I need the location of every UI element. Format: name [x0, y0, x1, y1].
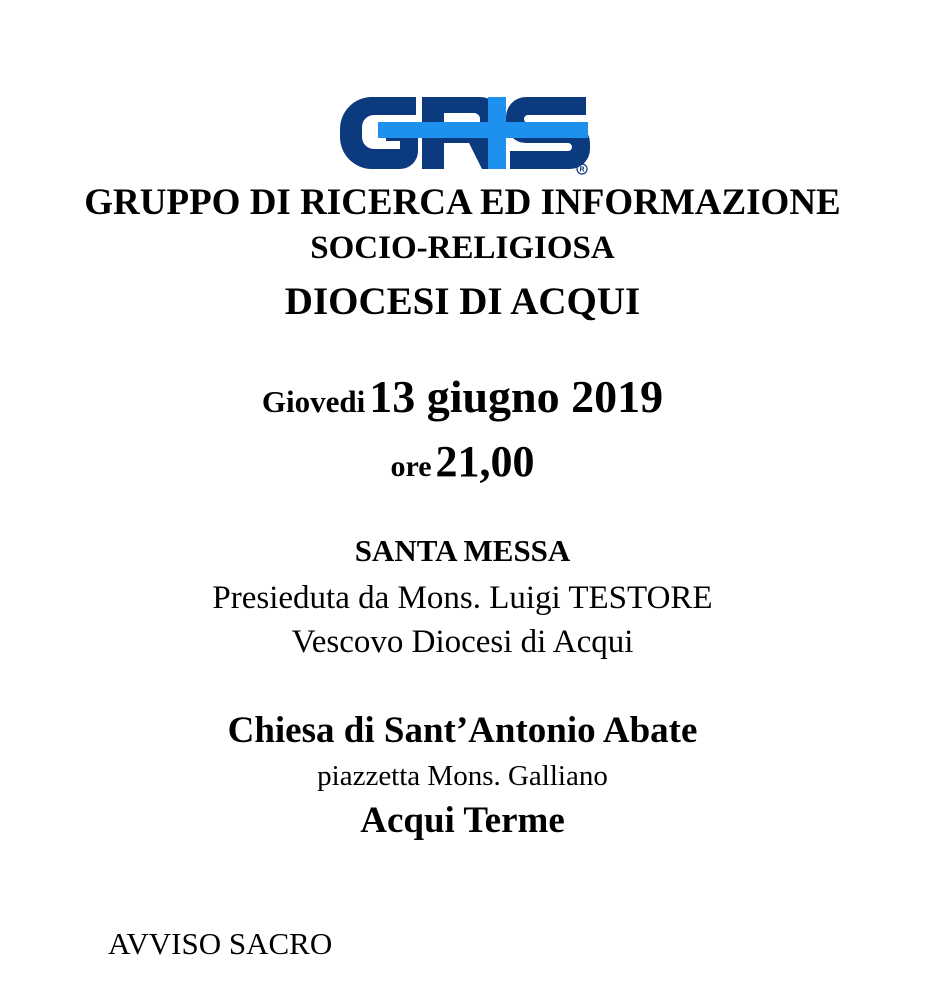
event-date — [0, 371, 925, 422]
venue-address: piazzetta Mons. Galliano — [317, 760, 608, 792]
event-role: Vescovo Diocesi di Acqui — [291, 624, 634, 660]
event-date-value: 13 giugno 2019 — [369, 371, 664, 422]
gris-logo — [338, 95, 593, 175]
event-time-value: 21,00 — [435, 437, 535, 486]
logo-cross-horizontal — [378, 122, 588, 138]
sacred-notice: AVVISO SACRO — [108, 926, 333, 961]
event-time-prefix: ore — [390, 450, 432, 483]
event-presided-by: Presieduta da Mons. Luigi TESTORE — [212, 580, 713, 616]
event-weekday: Giovedi — [261, 384, 366, 419]
event-time — [0, 437, 925, 486]
organization-name-line-2: SOCIO-RELIGIOSA — [310, 230, 615, 266]
svg-text:R: R — [579, 166, 585, 174]
event-title: SANTA MESSA — [354, 533, 571, 568]
diocese-title: DIOCESI DI ACQUI — [284, 280, 641, 323]
venue-city: Acqui Terme — [360, 800, 565, 841]
venue-church: Chiesa di Sant’Antonio Abate — [227, 710, 698, 751]
logo-cross-vertical — [488, 97, 506, 169]
organization-name-line-1: GRUPPO DI RICERCA ED INFORMAZIONE — [84, 182, 841, 223]
